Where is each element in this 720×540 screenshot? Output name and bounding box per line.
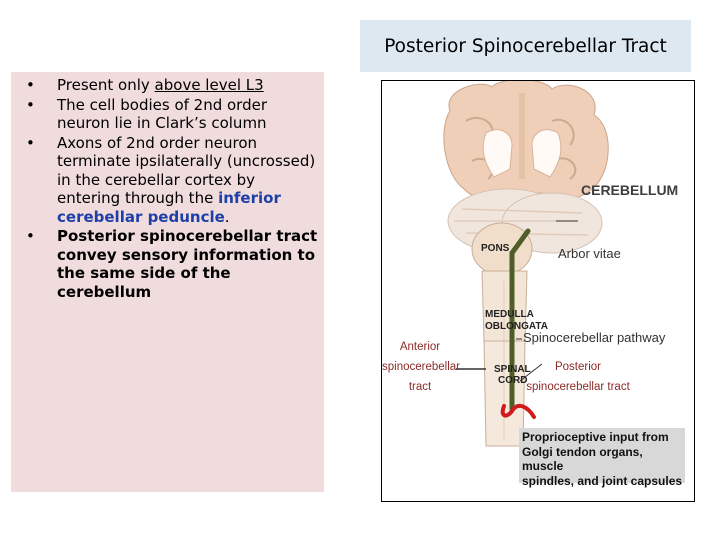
bullet-highlight-text: inferior cerebellar peduncle xyxy=(57,189,281,226)
bullet-text: Present only xyxy=(57,76,155,94)
anterior-line-3: tract xyxy=(408,381,432,393)
bullet-item xyxy=(17,134,322,227)
bullet-text: Axons of 2nd order neuron terminate ipsilaterally (uncrossed) in the cerebellar cortex by entering through the xyxy=(57,133,316,207)
bullet-dot: • xyxy=(26,227,35,245)
bullet-underlined-text: above level L3 xyxy=(154,76,264,94)
bullet-dot: • xyxy=(26,133,35,152)
anatomy-figure xyxy=(381,80,695,502)
label-cord: CORD xyxy=(498,375,528,386)
posterior-line-2: spinocerebellar tract xyxy=(526,381,630,393)
caption-line-2: Golgi tendon organs, muscle xyxy=(522,444,643,473)
caption-line-3: spindles, and joint capsules xyxy=(522,473,683,488)
bullet-text: The cell bodies of 2nd order neuron lie in Clark’s column xyxy=(57,95,268,132)
label-spinal: SPINAL xyxy=(494,364,531,375)
slide-title: Posterior Spinocerebellar Tract xyxy=(384,35,667,57)
bullet-item xyxy=(17,96,322,133)
bullet-text-end: . xyxy=(224,207,230,226)
posterior-line-1: Posterior xyxy=(554,361,602,373)
label-arbor-vitae: Arbor vitae xyxy=(558,246,621,261)
proprioceptive-caption xyxy=(519,428,685,488)
caption-line-1: Proprioceptive input from xyxy=(522,430,669,444)
title-box xyxy=(360,20,691,72)
label-cerebellum: CEREBELLUM xyxy=(581,182,679,198)
bullet-item xyxy=(17,76,322,95)
bullet-dot: • xyxy=(26,76,35,94)
label-spinocerebellar-pathway: Spinocerebellar pathway xyxy=(523,330,666,345)
bullet-dot: • xyxy=(26,95,35,114)
label-posterior-spinocerebellar-tract xyxy=(518,357,638,397)
text-panel xyxy=(11,72,324,492)
bullet-item xyxy=(17,227,322,301)
anterior-line-2: spinocerebellar xyxy=(382,361,460,373)
label-pons: PONS xyxy=(481,243,510,254)
label-anterior-spinocerebellar-tract xyxy=(382,337,458,397)
label-oblongata: OBLONGATA xyxy=(485,321,548,332)
label-medulla: MEDULLA xyxy=(485,309,534,320)
anterior-line-1: Anterior xyxy=(399,341,441,353)
bullet-list xyxy=(17,76,322,302)
bullet-bold-text: Posterior spinocerebellar tract convey sensory information to the same side of the cerebellum xyxy=(57,227,318,301)
